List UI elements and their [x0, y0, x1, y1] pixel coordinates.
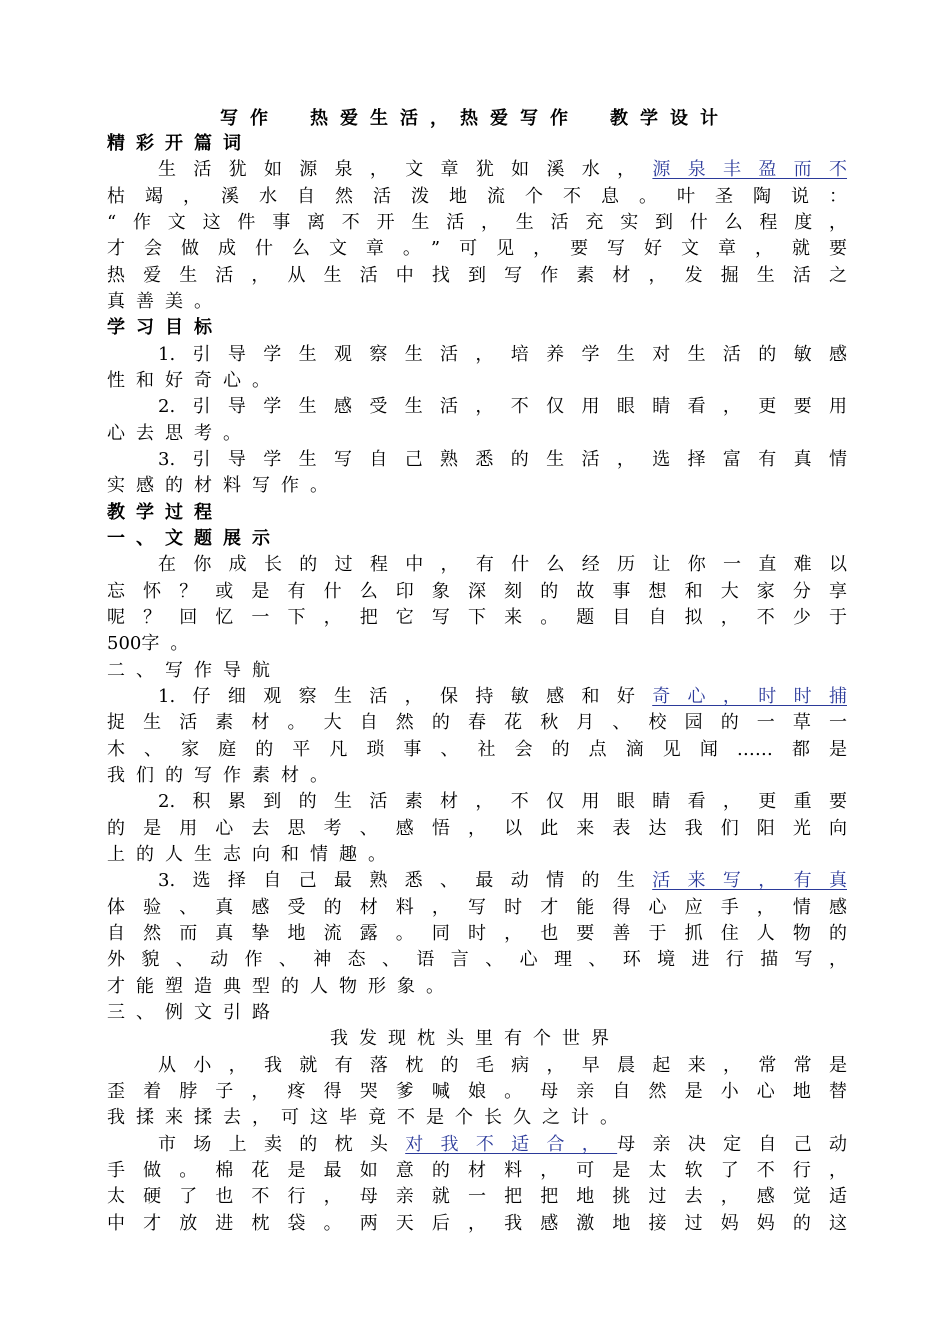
guide-line-1	[158, 684, 847, 710]
opening-line-2: 枯竭，溪水自然活泼地流个不息。叶圣陶说：	[107, 186, 847, 207]
topic-line-2: 忘怀？或是有什么印象深刻的故事想和大家分享	[107, 581, 847, 602]
hyperlink-text[interactable]: 源泉丰盈而不	[652, 159, 848, 180]
essay-title: 我发现枕头里有个世界	[330, 1028, 620, 1049]
goal-line-6: 实感的材料写作。	[107, 475, 339, 496]
hyperlink-text[interactable]: 活来写，有真	[652, 870, 847, 891]
topic-line-1: 在你成长的过程中，有什么经历让你一直难以	[158, 554, 847, 575]
goal-line-5: 3.引导学生写自己熟悉的生活，选择富有真情	[158, 449, 847, 470]
opening-line-3: “作文这件事离不开生活，生活充实到什么程度，	[107, 212, 847, 233]
goal-line-4: 心去思考。	[107, 423, 252, 444]
opening-line-4: 才会做成什么文章。”可见，要写好文章，就要	[107, 238, 847, 259]
essay-text: 母亲决定自己动	[617, 1134, 848, 1155]
word-count-unit: 字。	[141, 633, 200, 654]
essay-line-3: 我揉来揉去，可这毕竟不是个长久之计。	[107, 1107, 629, 1128]
subheading-guide: 二、写作导航	[107, 660, 281, 681]
hyperlink-text[interactable]: 奇心，时时捕	[652, 686, 847, 707]
section-heading-opening: 精彩开篇词	[107, 133, 252, 154]
guide-line-5: 2.积累到的生活素材，不仅用眼睛看，更重要	[158, 791, 847, 812]
essay-line-1: 从小，我就有落枕的毛病，早晨起来，常常是	[158, 1055, 847, 1076]
section-heading-process: 教学过程	[107, 502, 223, 523]
guide-line-11: 外貌、动作、神态、语言、心理、环境进行描写，	[107, 949, 847, 970]
guide-line-10: 自然而真挚地流露。同时，也要善于抓住人物的	[107, 923, 847, 944]
essay-line-7: 中才放进枕袋。两天后，我感激地接过妈妈的这	[107, 1213, 847, 1234]
opening-line-5: 热爱生活，从生活中找到写作素材，发掘生活之	[107, 265, 847, 286]
essay-line-4	[158, 1132, 847, 1158]
essay-text: 市场上卖的枕头	[158, 1134, 406, 1155]
goal-line-2: 性和好奇心。	[107, 370, 281, 391]
subheading-topic: 一、文题展示	[107, 528, 281, 549]
topic-line-4	[107, 631, 847, 657]
guide-line-6: 的是用心去思考、感悟，以此来表达我们阳光向	[107, 818, 847, 839]
opening-text: 生活犹如源泉，文章犹如溪水，	[158, 159, 653, 180]
guide-line-7: 上的人生志向和情趣。	[107, 844, 397, 865]
essay-line-5: 手做。棉花是最如意的材料，可是太软了不行，	[107, 1160, 847, 1181]
opening-line-6: 真善美。	[107, 291, 223, 312]
guide-line-3: 木、家庭的平凡琐事、社会的点滴见闻……都是	[107, 739, 847, 760]
guide-line-4: 我们的写作素材。	[107, 765, 339, 786]
word-count-number: 500	[107, 633, 142, 654]
topic-line-3: 呢？回忆一下，把它写下来。题目自拟，不少于	[107, 607, 847, 628]
hyperlink-text[interactable]: 对我不适合，	[405, 1134, 618, 1155]
opening-line-1	[158, 157, 847, 183]
subheading-example: 三、例文引路	[107, 1002, 281, 1023]
section-heading-goals: 学习目标	[107, 317, 223, 338]
goal-line-1: 1.引导学生观察生活，培养学生对生活的敏感	[158, 344, 847, 365]
guide-text: 3.选择自己最熟悉、最动情的生	[158, 870, 653, 891]
goal-line-3: 2.引导学生感受生活，不仅用眼睛看，更要用	[158, 396, 847, 417]
guide-line-9: 体验、真感受的材料，写时才能得心应手，情感	[107, 897, 847, 918]
guide-text: 1.仔细观察生活，保持敏感和好	[158, 686, 653, 707]
document-title: 写作 热爱生活，热爱写作 教学设计	[220, 108, 730, 129]
guide-line-8	[158, 868, 847, 894]
guide-line-12: 才能塑造典型的人物形象。	[107, 976, 455, 997]
essay-line-2: 歪着脖子，疼得哭爹喊娘。母亲自然是小心地替	[107, 1081, 847, 1102]
essay-line-6: 太硬了也不行，母亲就一把把地挑过去，感觉适	[107, 1186, 847, 1207]
guide-line-2: 捉生活素材。大自然的春花秋月、校园的一草一	[107, 712, 847, 733]
